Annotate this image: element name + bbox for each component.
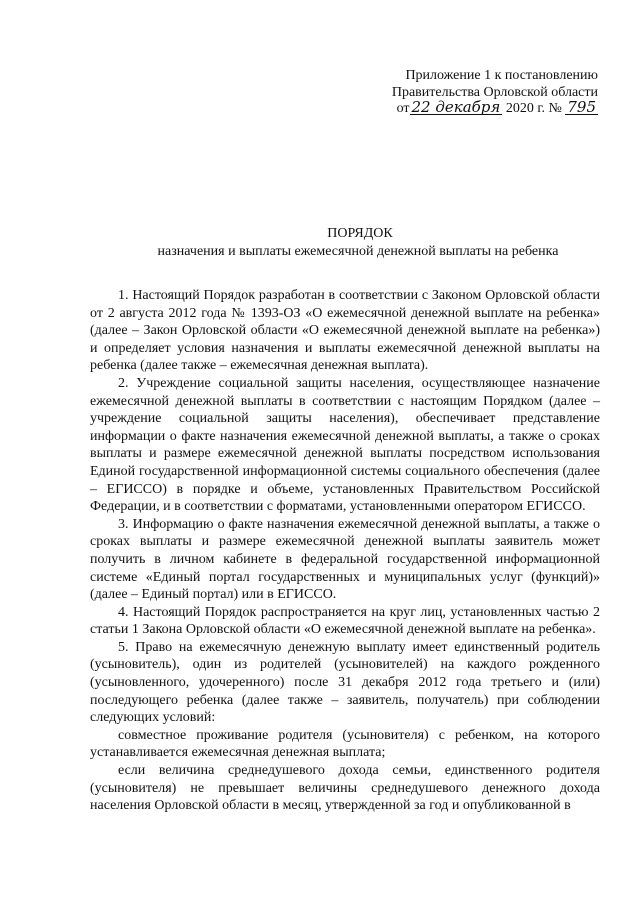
- appendix-line-2: Правительства Орловской области: [391, 84, 598, 100]
- handwritten-date: 22 декабря: [411, 98, 501, 116]
- date-prefix: от: [396, 101, 410, 116]
- appendix-header: [392, 68, 598, 118]
- paragraph-5-condition-1: совместное проживание родителя (усыновителя) с ребенком, на которого устанавливается ежемесячная денежная выплата;: [90, 727, 600, 761]
- paragraph-2: 2. Учреждение социальной защиты населения, осуществляющее назначение ежемесячной денежной выплаты в соответствии с настоящим Порядком (далее – учреждение социальной защиты населения), обеспечивает представление информации о факте назначения ежемесячной денежной выплаты, а также о сроках выплаты и размере ежемесячной денежной выплаты посредством использования Единой государственной информационной системы социального обеспечения (далее – ЕГИССО) в порядке и объеме, установленных Правительством Российской Федерации, и в соответствии с форматами, установленными оператором ЕГИССО.: [90, 375, 600, 515]
- document-title: ПОРЯДОК: [327, 226, 393, 241]
- paragraph-5-condition-2: если величина среднедушевого дохода семьи, единственного родителя (усыновителя) не превышает величины среднедушевого денежного дохода населения Орловской области в месяц, утвержденной за год и опубликованной в: [90, 763, 600, 814]
- document-subtitle: назначения и выплаты ежемесячной денежной выплаты на ребенка: [157, 244, 559, 259]
- year-number-label: 2020 г. №: [505, 101, 562, 116]
- paragraph-1: 1. Настоящий Порядок разработан в соответствии с Законом Орловской области от 2 августа 2012 года № 1393-ОЗ «О ежемесячной денежной выплате на ребенка» (далее – Закон Орловской области «О ежемесячной денежной выплате на ребенка») и определяет условия назначения и выплаты ежемесячной денежной выплаты на ребенка (далее также – ежемесячная денежная выплата).: [90, 288, 600, 374]
- paragraph-4: 4. Настоящий Порядок распространяется на круг лиц, установленных частью 2 статьи 1 Закона Орловской области «О ежемесячной денежной выплате на ребенка».: [90, 604, 600, 638]
- appendix-date-line: [392, 98, 598, 118]
- handwritten-number: 795: [567, 98, 596, 116]
- document-body: [90, 287, 600, 815]
- paragraph-5: 5. Право на ежемесячную денежную выплату имеет единственный родитель (усыновитель), один из родителей (усыновителей) на каждого рожденного (усыновленного, удочеренного) после 31 декабря 2012 года третьего и (или) последующего ребенка (далее также – заявитель, получатель) при соблюдении следующих условий:: [90, 639, 600, 726]
- paragraph-3: 3. Информацию о факте назначения ежемесячной денежной выплаты, а также о сроках выплаты и размере ежемесячной денежной выплаты заявитель может получить в личном кабинете в федеральной государственной информационной системе «Единый портал государственных и муниципальных услуг (функций)» (далее – Единый портал) или в ЕГИССО.: [90, 516, 600, 603]
- appendix-line-1: Приложение 1 к постановлению: [405, 68, 598, 83]
